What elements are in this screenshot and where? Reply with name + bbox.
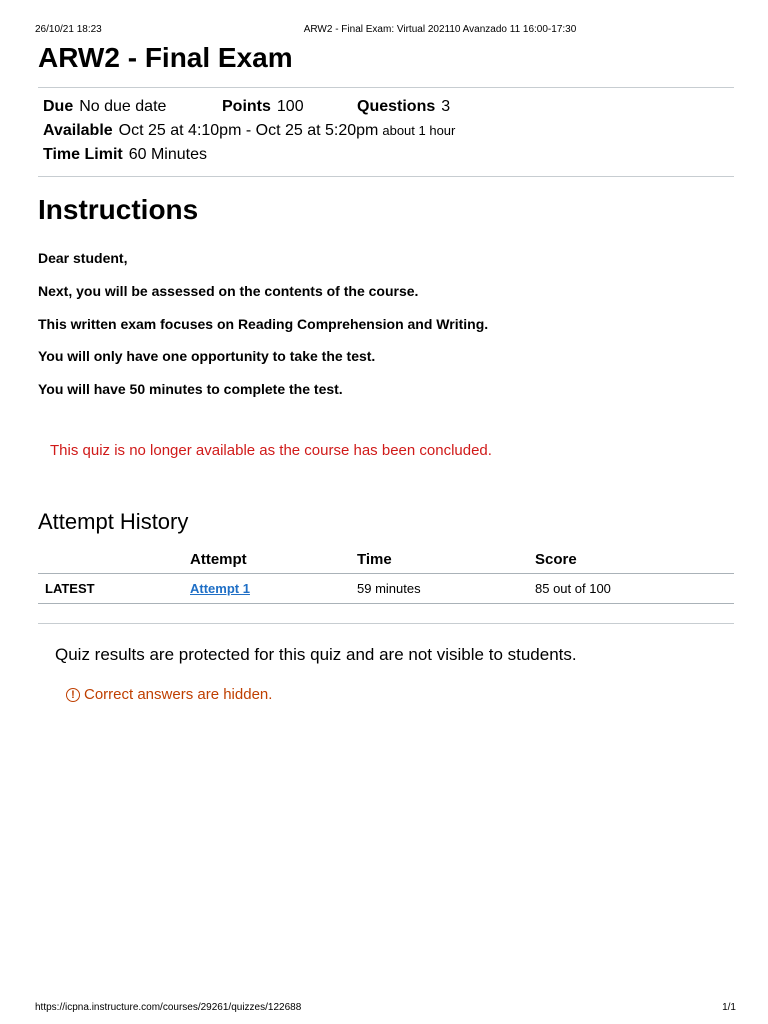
print-date: 26/10/21 18:23 (35, 24, 102, 35)
instruction-line: Dear student, (38, 250, 128, 266)
unavailable-message: This quiz is no longer available as the course has been concluded. (50, 442, 492, 459)
attempt-time: 59 minutes (357, 574, 535, 604)
print-title: ARW2 - Final Exam: Virtual 202110 Avanzado 11 16:00-17:30 (303, 24, 577, 35)
table-header-row (38, 546, 734, 574)
results-protected-note: Quiz results are protected for this quiz and are not visible to students. (55, 645, 577, 664)
time-limit-label: Time Limit (43, 146, 123, 163)
due-value: No due date (79, 98, 167, 115)
attempt-score: 85 out of 100 (535, 574, 734, 604)
attempt-history-heading: Attempt History (38, 509, 189, 534)
available-label: Available (43, 122, 113, 139)
points-value: 100 (276, 98, 304, 115)
answers-hidden-text: Correct answers are hidden. (84, 686, 273, 703)
row-label: LATEST (38, 574, 190, 604)
questions-label: Questions (357, 98, 436, 115)
print-header (0, 24, 768, 38)
page-number: 1/1 (722, 1002, 736, 1013)
attempt-link[interactable]: Attempt 1 (190, 581, 250, 596)
instruction-line: You will only have one opportunity to take the test. (38, 348, 376, 364)
due-label: Due (43, 98, 74, 115)
available-duration: about 1 hour (382, 123, 456, 138)
time-limit-value: 60 Minutes (128, 146, 207, 163)
page-title: ARW2 - Final Exam (38, 42, 293, 73)
divider (38, 623, 734, 624)
instruction-line: This written exam focuses on Reading Comprehension and Writing. (38, 316, 489, 332)
table-row (38, 574, 734, 604)
meta-time-limit (43, 146, 207, 164)
meta-available (43, 122, 455, 140)
meta-due (43, 98, 166, 116)
column-header-score: Score (535, 546, 734, 574)
questions-value: 3 (441, 98, 451, 115)
meta-questions (357, 98, 450, 116)
divider (38, 176, 734, 177)
answers-hidden-note (66, 686, 272, 703)
column-header (38, 546, 190, 574)
column-header-attempt: Attempt (190, 546, 357, 574)
exclamation-circle-icon: ! (66, 688, 80, 702)
divider (38, 87, 734, 88)
instructions-heading: Instructions (38, 194, 199, 225)
instruction-line: You will have 50 minutes to complete the test. (38, 381, 343, 397)
print-url: https://icpna.instructure.com/courses/29261/quizzes/122688 (35, 1002, 302, 1013)
column-header-time: Time (357, 546, 535, 574)
instruction-line: Next, you will be assessed on the contents of the course. (38, 283, 419, 299)
available-value: Oct 25 at 4:10pm - Oct 25 at 5:20pm (118, 122, 379, 139)
meta-points (222, 98, 304, 116)
attempt-history-table (38, 546, 734, 604)
points-label: Points (222, 98, 271, 115)
